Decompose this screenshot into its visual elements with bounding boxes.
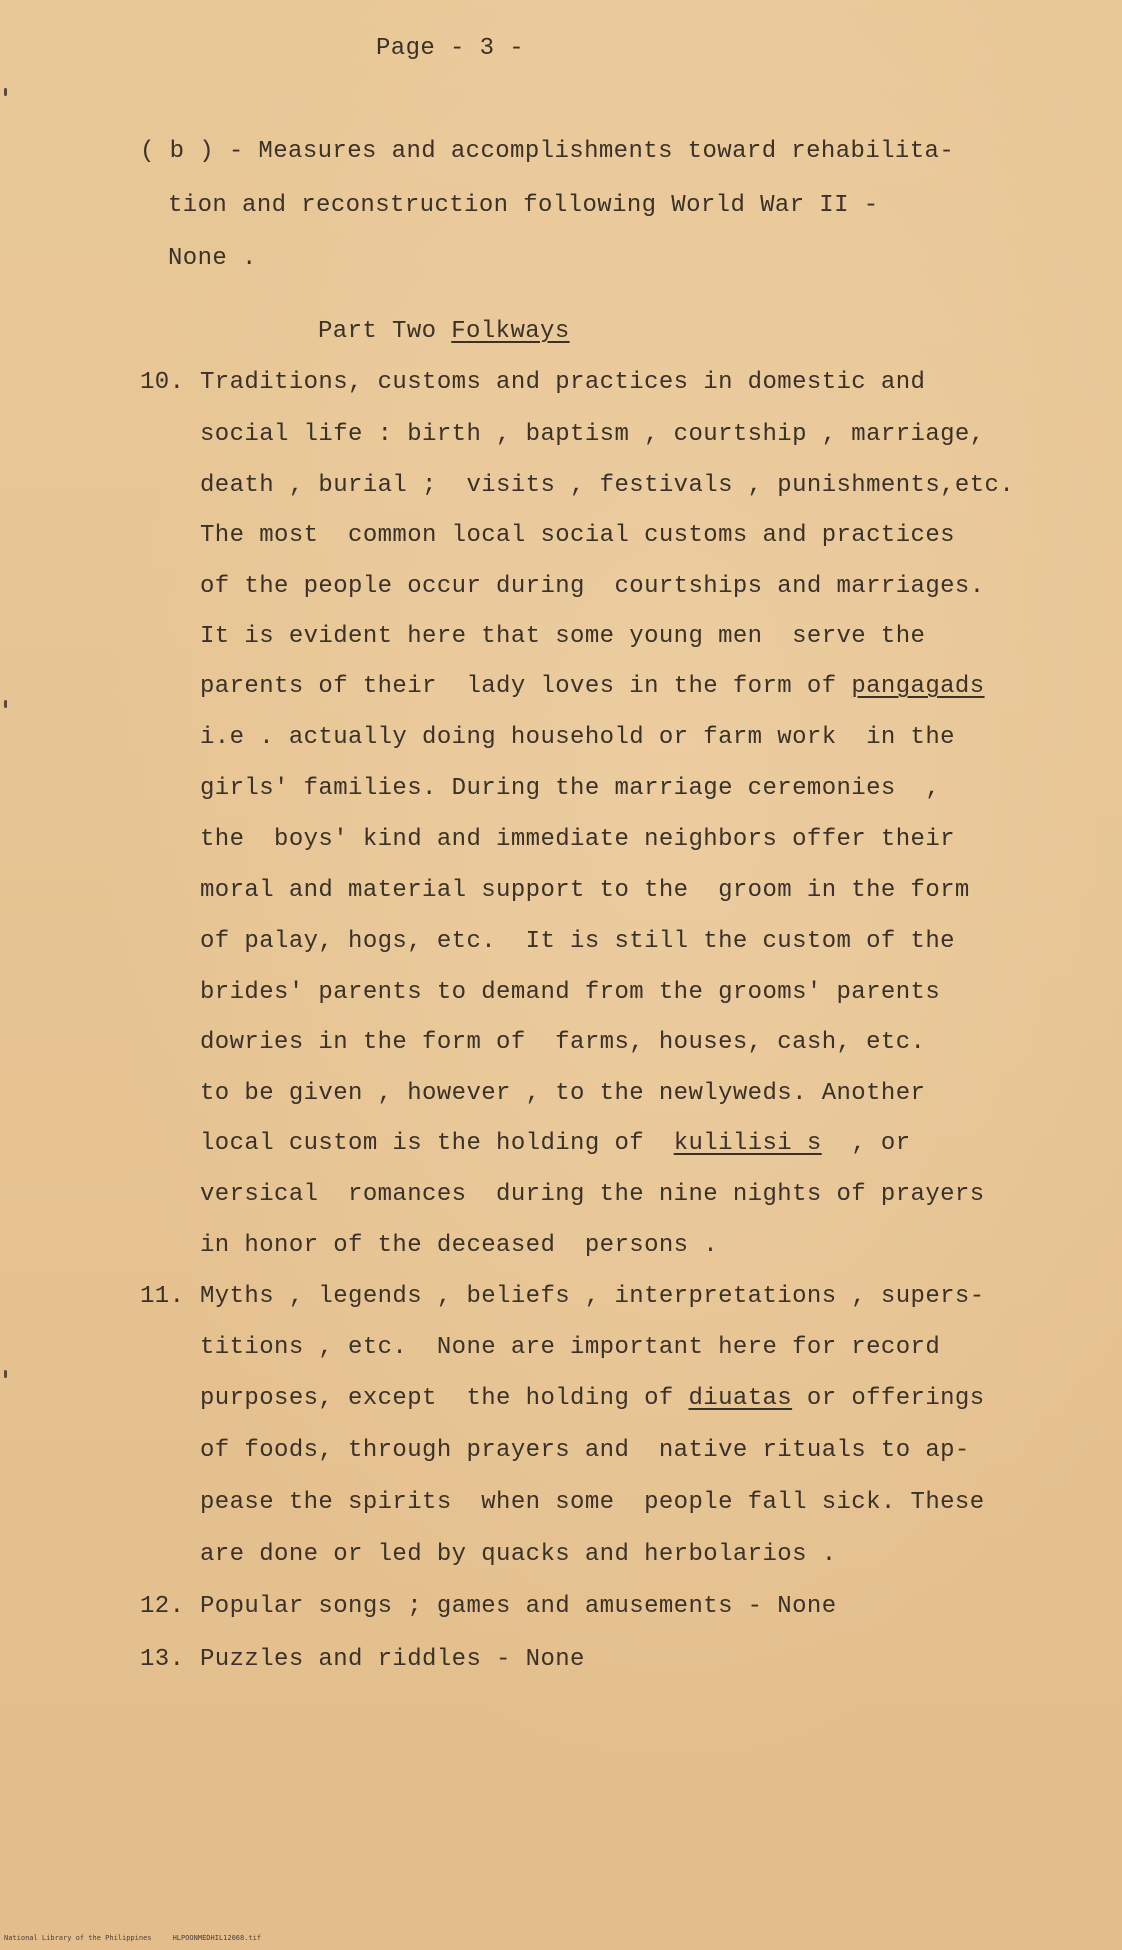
item-11-line: of foods, through prayers and native rituals to ap- bbox=[200, 1437, 970, 1464]
section-b-line-3: None . bbox=[168, 245, 257, 272]
item-11-line-text: purposes, except the holding of bbox=[200, 1385, 689, 1412]
item-10-line: girls' families. During the marriage ceremonies , bbox=[200, 775, 941, 802]
part-heading-prefix: Part Two bbox=[318, 318, 452, 345]
item-10-line: brides' parents to demand from the grooms' parents bbox=[200, 979, 941, 1006]
item-10-line: versical romances during the nine nights of prayers bbox=[200, 1181, 985, 1208]
item-11-line: are done or led by quacks and herbolarios . bbox=[200, 1541, 837, 1568]
item-10-line: in honor of the deceased persons . bbox=[200, 1232, 719, 1259]
part-heading bbox=[318, 317, 570, 347]
binding-mark bbox=[4, 700, 7, 708]
item-10-line bbox=[200, 672, 985, 702]
item-10-line: dowries in the form of farms, houses, cash, etc. bbox=[200, 1029, 926, 1056]
item-12-text: Popular songs ; games and amusements - None bbox=[200, 1593, 837, 1620]
binding-mark bbox=[4, 1370, 7, 1378]
section-b-line-2: tion and reconstruction following World War II - bbox=[168, 192, 879, 219]
item-10-line: death , burial ; visits , festivals , punishments,etc. bbox=[200, 472, 1015, 499]
item-11-line-text: or offerings bbox=[792, 1385, 985, 1412]
item-10-line: social life : birth , baptism , courtship , marriage, bbox=[200, 421, 985, 448]
item-11-number: 11. bbox=[140, 1283, 185, 1310]
item-10-line-text: local custom is the holding of bbox=[200, 1130, 674, 1157]
term-pangagads: pangagads bbox=[851, 673, 985, 700]
item-13-number: 13. bbox=[140, 1646, 185, 1673]
item-11-line: Myths , legends , beliefs , interpretations , supers- bbox=[200, 1283, 985, 1310]
item-10-line: i.e . actually doing household or farm work in the bbox=[200, 724, 955, 751]
item-11-line: titions , etc. None are important here for record bbox=[200, 1334, 941, 1361]
item-10-line: The most common local social customs and practices bbox=[200, 522, 955, 549]
item-10-line bbox=[200, 1129, 911, 1159]
item-10-number: 10. bbox=[140, 369, 185, 396]
item-10-line: Traditions, customs and practices in domestic and bbox=[200, 369, 926, 396]
part-heading-title: Folkways bbox=[451, 318, 570, 345]
item-10-line-text: , or bbox=[821, 1130, 911, 1157]
item-12-number: 12. bbox=[140, 1593, 185, 1620]
item-10-line: to be given , however , to the newlyweds. Another bbox=[200, 1080, 926, 1107]
item-10-line: moral and material support to the groom in the form bbox=[200, 877, 970, 904]
item-10-line: the boys' kind and immediate neighbors offer their bbox=[200, 826, 955, 853]
binding-mark bbox=[4, 88, 7, 96]
item-13-text: Puzzles and riddles - None bbox=[200, 1646, 585, 1673]
item-10-line: It is evident here that some young men serve the bbox=[200, 623, 926, 650]
item-10-line-text: parents of their lady loves in the form of bbox=[200, 673, 852, 700]
item-11-line: pease the spirits when some people fall sick. These bbox=[200, 1489, 985, 1516]
archive-footer: National Library of the Philippines HLPOONMEDHIL12068.tif bbox=[4, 1934, 262, 1942]
item-10-line: of palay, hogs, etc. It is still the custom of the bbox=[200, 928, 955, 955]
page-number: Page - 3 - bbox=[376, 35, 525, 62]
term-kulilisi: kulilisi s bbox=[673, 1130, 822, 1157]
item-11-line bbox=[200, 1384, 985, 1414]
item-10-line: of the people occur during courtships and marriages. bbox=[200, 573, 985, 600]
section-b-line-1: ( b ) - Measures and accomplishments toward rehabilita- bbox=[140, 138, 955, 165]
term-diuatas: diuatas bbox=[688, 1385, 793, 1412]
